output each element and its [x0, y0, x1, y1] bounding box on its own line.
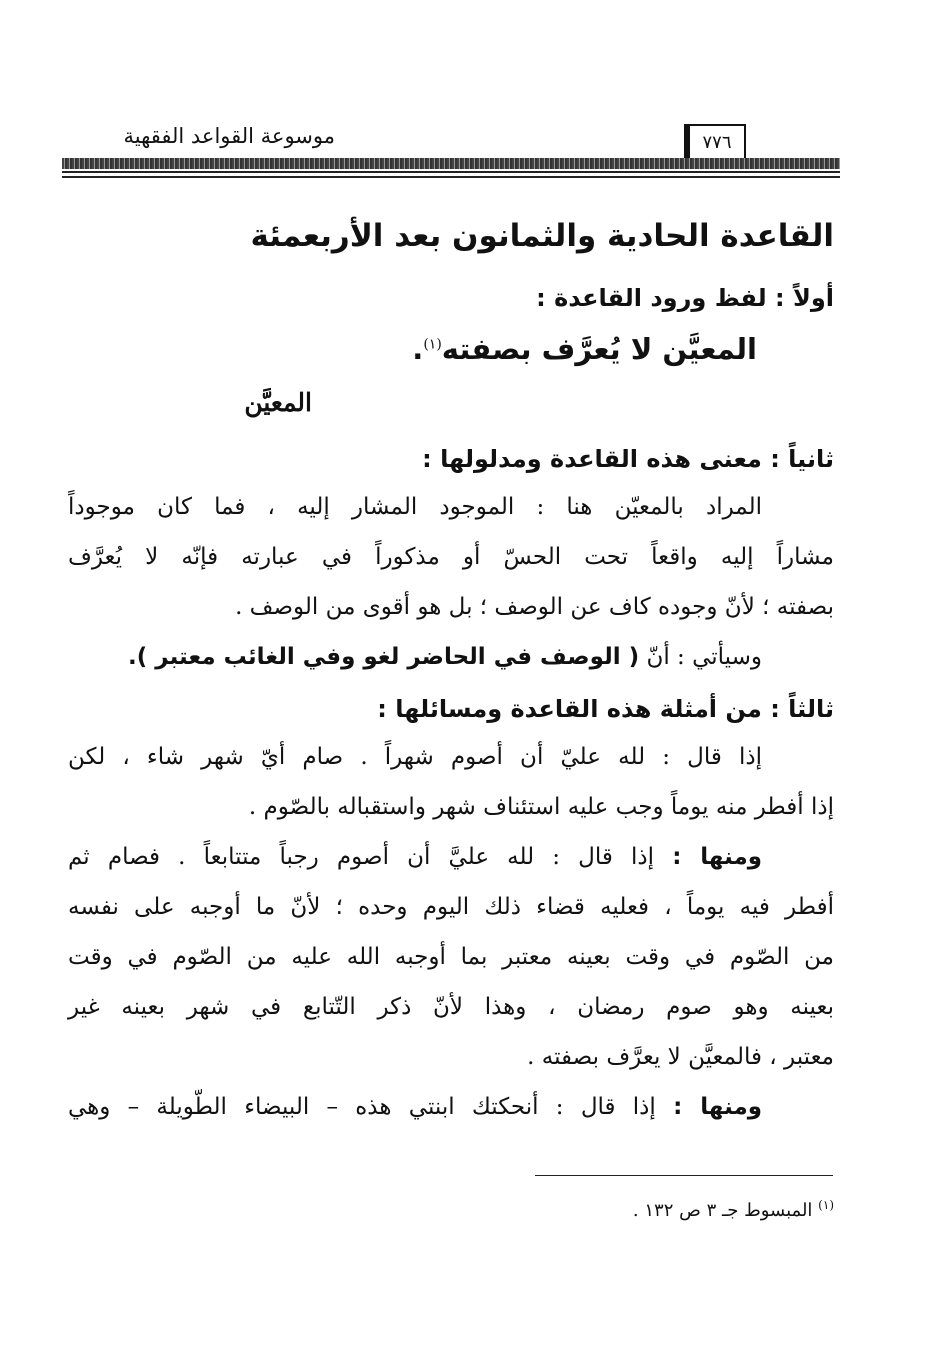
see-also-prefix: وسيأتي : أنّ [646, 644, 762, 670]
header-rule-thin [62, 171, 840, 173]
paragraph-line: إذا أفطر منه يوماً وجب عليه استئناف شهر واستقباله بالصّوم . [248, 794, 834, 820]
rule-text: المعيَّن لا يُعرَّف بصفته [441, 332, 757, 366]
footnote-text: المبسوط جـ ٣ ص ١٣٢ . [632, 1200, 813, 1221]
paragraph-line: أفطر فيه يوماً ، فعليه قضاء ذلك اليوم وحده ؛ لأنّ ما أوجبه على نفسه [68, 894, 834, 920]
paragraph-line: إذا قال : لله عليّ أن أصوم شهراً . صام أيّ شهر شاء ، لكن [68, 744, 762, 770]
section-heading-meaning: ثانياً : معنى هذه القاعدة ومدلولها : [422, 445, 834, 473]
chapter-title: القاعدة الحادية والثمانون بعد الأربعمئة [250, 218, 834, 254]
see-also-line [128, 644, 762, 670]
paragraph-line: من الصّوم في وقت بعينه معتبر بما أوجبه الله عليه من الصّوم في وقت [68, 944, 834, 970]
footnote-mark: (١) [423, 336, 442, 353]
paragraph-line: المراد بالمعيّن هنا : الموجود المشار إليه ، فما كان موجوداً [68, 494, 762, 520]
example-label: ومنها : [672, 844, 763, 870]
paragraph-line: معتبر ، فالمعيَّن لا يعرَّف بصفته . [527, 1044, 834, 1070]
example-label: ومنها : [673, 1094, 762, 1120]
rule-statement [412, 332, 757, 366]
footnote [633, 1198, 834, 1221]
section-heading-wording: أولاً : لفظ ورود القاعدة : [536, 284, 834, 312]
term-heading: المعيَّن [244, 388, 312, 417]
page-number: ٧٧٦ [684, 124, 746, 160]
header-rule-thin [62, 176, 840, 178]
example-line [68, 844, 762, 870]
footnote-number: (١) [818, 1198, 834, 1212]
paragraph-line: بعينه وهو صوم رمضان ، وهذا لأنّ ذكر التّتابع في شهر بعينه غير [68, 994, 834, 1020]
running-title: موسوعة القواعد الفقهية [123, 124, 335, 148]
page-header [62, 118, 840, 180]
see-also-rule: ( الوصف في الحاضر لغو وفي الغائب معتبر ). [128, 644, 640, 670]
example-text: إذا قال : أنحكتك ابنتي هذه – البيضاء الطّويلة – وهي [68, 1094, 656, 1120]
section-heading-examples: ثالثاً : من أمثلة هذه القاعدة ومسائلها : [377, 695, 834, 723]
example-text: إذا قال : لله عليَّ أن أصوم رجباً متتابعاً . فصام ثم [68, 844, 655, 870]
example-line [68, 1094, 762, 1120]
header-rule [62, 158, 840, 169]
rule-end: . [412, 332, 424, 366]
footnote-separator [535, 1175, 833, 1176]
paragraph-line: مشاراً إليه واقعاً تحت الحسّ أو مذكوراً في عبارته فإنّه لا يُعرَّف [68, 544, 834, 570]
paragraph-line: بصفته ؛ لأنّ وجوده كاف عن الوصف ؛ بل هو أقوى من الوصف . [235, 594, 834, 620]
